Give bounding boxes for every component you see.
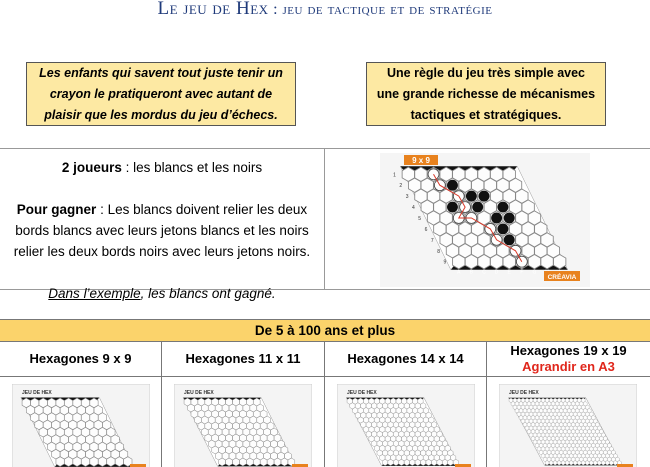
row-number: 2 [399, 183, 403, 190]
row-number: 9 [443, 259, 447, 266]
column-letter: C [482, 269, 486, 276]
black-stone [466, 191, 477, 202]
black-stone [447, 180, 458, 191]
column-letter: A [457, 269, 461, 276]
board-thumbnail-19x19 [499, 384, 637, 467]
players-desc: : les blancs et les noirs [121, 160, 263, 175]
players-label: 2 joueurs [61, 160, 122, 175]
size-label-14-text: Hexagones 14 x 14 [347, 351, 464, 366]
row-number: 3 [405, 194, 409, 201]
board-thumbnail-11x11 [174, 384, 312, 467]
thumb-logo: JEU DE HEX [184, 390, 214, 396]
size-label-9-text: Hexagones 9 x 9 [29, 351, 132, 366]
row-number: 1 [393, 172, 396, 179]
row-number: 7 [430, 237, 434, 244]
black-stone [472, 202, 483, 213]
thumb-logo: JEU DE HEX [22, 390, 52, 396]
enlarge-a3-note: Agrandir en A3 [522, 359, 615, 374]
column-letter: G [532, 269, 537, 276]
callout-rules-text: Une règle du jeu très simple avec une grande richesse de mécanismes tactiques et stratégiques. [376, 65, 596, 122]
size-label-9 [0, 342, 161, 377]
board-size-text: 9 x 9 [412, 156, 430, 165]
size-column-9 [0, 342, 162, 467]
size-column-11 [162, 342, 325, 467]
example-board-image [380, 153, 590, 287]
size-label-11-text: Hexagones 11 x 11 [185, 351, 301, 366]
black-stone [491, 213, 502, 224]
example-desc: , les blancs ont gagné. [140, 286, 276, 301]
title-subtitle: : jeu de tactique et de stratégie [268, 1, 493, 18]
page-title [0, 0, 650, 20]
row-number: 4 [412, 205, 415, 212]
sizes-table [0, 319, 650, 467]
brand-text: CRÉAVIA [547, 274, 577, 281]
size-column-19 [487, 342, 650, 467]
title-main: Le jeu de Hex [157, 0, 269, 19]
thumb-logo: JEU DE HEX [347, 390, 377, 396]
example-line [0, 283, 324, 304]
black-stone [497, 223, 508, 234]
black-stone [504, 213, 515, 224]
column-letter: D [494, 269, 499, 276]
size-label-14 [325, 342, 486, 377]
column-divider [324, 149, 325, 289]
black-stone [497, 202, 508, 213]
win-label: Pour gagner [16, 202, 97, 217]
black-stone [447, 202, 458, 213]
callout-children-text: Les enfants qui savent tout juste tenir un crayon le pratiqueront avec autant de plaisir que les mordus du jeu d’échecs. [39, 65, 283, 122]
column-letter: E [507, 269, 511, 276]
callout-children [26, 62, 296, 126]
row-number: 5 [418, 215, 422, 222]
example-label: Dans l’exemple [48, 286, 141, 301]
callout-rules [366, 62, 606, 126]
thumb-logo: JEU DE HEX [509, 390, 539, 396]
players-line [0, 157, 324, 178]
column-letter: F [520, 269, 524, 276]
sizes-table-header: De 5 à 100 ans et plus [0, 320, 650, 342]
size-label-19-text: Hexagones 19 x 19 [510, 343, 627, 358]
row-number: 6 [424, 226, 428, 233]
win-desc: : Les blancs doivent relier les deux bords blancs avec leurs jetons blancs et les noirs relier les deux bords noirs avec leurs jetons noirs. [13, 202, 311, 259]
size-label-19 [487, 342, 650, 377]
rules-text [0, 157, 324, 304]
black-stone [479, 191, 490, 202]
sizes-table-columns [0, 342, 650, 467]
white-stone [516, 256, 527, 267]
column-letter: B [469, 269, 474, 276]
black-stone [504, 234, 515, 245]
board-thumbnail-9x9 [12, 384, 150, 467]
size-label-11 [162, 342, 324, 377]
board-thumbnail-14x14 [337, 384, 475, 467]
size-column-14 [325, 342, 487, 467]
row-number: 8 [437, 248, 441, 255]
win-line [0, 199, 324, 262]
